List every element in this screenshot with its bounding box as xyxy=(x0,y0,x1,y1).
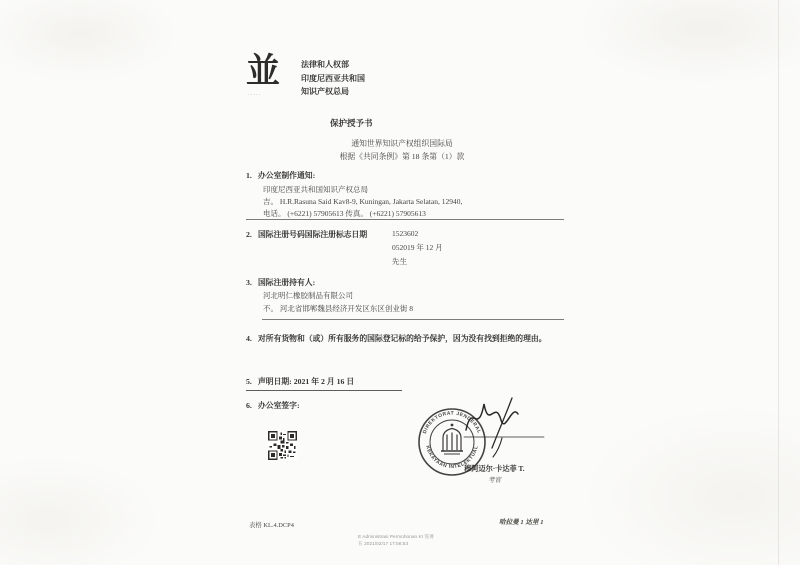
signature xyxy=(452,394,552,464)
section-2-heading xyxy=(246,229,367,240)
ministry-line: 印度尼西亚共和国 xyxy=(301,73,365,83)
section-3-heading xyxy=(246,277,315,288)
registration-number-value: 1523602 xyxy=(392,229,419,238)
qr-code xyxy=(268,431,297,460)
office-name-line: 印度尼西亚共和国知识产权总局 xyxy=(263,185,368,194)
document-title: 保护授予书 xyxy=(330,118,373,128)
section-heading-text: 声明日期: 2021 年 2 月 16 日 xyxy=(258,377,355,386)
footer-esign-line2: 在 2021/02/17 17:56:53 xyxy=(358,542,409,547)
section-heading-text: 办公室制作通知: xyxy=(258,171,316,180)
ministry-line: 法律和人权部 xyxy=(301,60,349,69)
section-4-heading xyxy=(246,333,564,344)
stamp-bottom-text: KEKAYAAN INTELEKTUAL xyxy=(424,445,480,471)
office-address-line: 吉。 H.R.Rasuna Said Kav8-9, Kuningan, Jakarta Selatan, 12940, xyxy=(263,197,463,206)
section-number: 1. xyxy=(246,171,252,180)
ministry-line: 知识产权总局 xyxy=(301,87,349,96)
djki-emblem-icon: 並 xyxy=(246,53,280,90)
registration-date-value: 052019 年 12 月 xyxy=(392,243,443,252)
registration-extra-value: 先生 xyxy=(392,257,407,266)
divider-line xyxy=(262,319,564,320)
holder-name-line: 河北明仁橡胶制品有限公司 xyxy=(263,291,353,300)
signatory-name: 穆阿迈尔·卡达菲 T. xyxy=(464,465,525,473)
section-number: 4. xyxy=(246,334,252,343)
footer-esign-line1: E Administrasi Permohonan KI 签署 xyxy=(358,535,434,540)
section-number: 5. xyxy=(246,377,252,386)
djki-emblem-caption: ····· xyxy=(248,93,262,98)
section-number: 6. xyxy=(246,401,252,410)
divider-line xyxy=(246,219,564,220)
footer-form-code: 表格 KL.4.DCP4 xyxy=(249,522,294,529)
ministry-header xyxy=(301,58,365,99)
section-heading-text: 国际注册持有人: xyxy=(258,278,316,287)
scan-edge-line xyxy=(778,0,779,565)
subtitle-line: 通知世界知识产权组织国际局 xyxy=(351,139,453,148)
office-phone-line: 电话。 (+6221) 57905613 传真。 (+6221) 57905613 xyxy=(263,209,426,218)
declaration-date-underlined xyxy=(246,376,402,391)
section-5-heading xyxy=(246,376,402,391)
section-heading-text: 办公室签字: xyxy=(258,401,300,410)
footer-page-info: 哈拉曼 1 达里 1 xyxy=(499,519,544,526)
stamp-top-text: DIREKTORAT JENDERAL xyxy=(422,411,482,435)
holder-address-line: 不。 河北省邯郸魏县经济开发区东区创业街 8 xyxy=(263,304,413,313)
section-heading-text: 国际注册号码国际注册标志日期 xyxy=(258,230,368,239)
subtitle-line: 根据《共同条例》第 18 条第（1）款 xyxy=(339,152,465,161)
section-6-heading xyxy=(246,400,300,411)
section-1-heading xyxy=(246,170,315,181)
section-number: 2. xyxy=(246,230,252,239)
document-subtitle xyxy=(240,137,564,163)
section-heading-text: 对所有货物和（或）所有服务的国际登记标的给予保护，因为没有找到拒绝的理由。 xyxy=(258,334,547,343)
signatory-title: 考官 xyxy=(488,477,501,484)
section-number: 3. xyxy=(246,278,252,287)
